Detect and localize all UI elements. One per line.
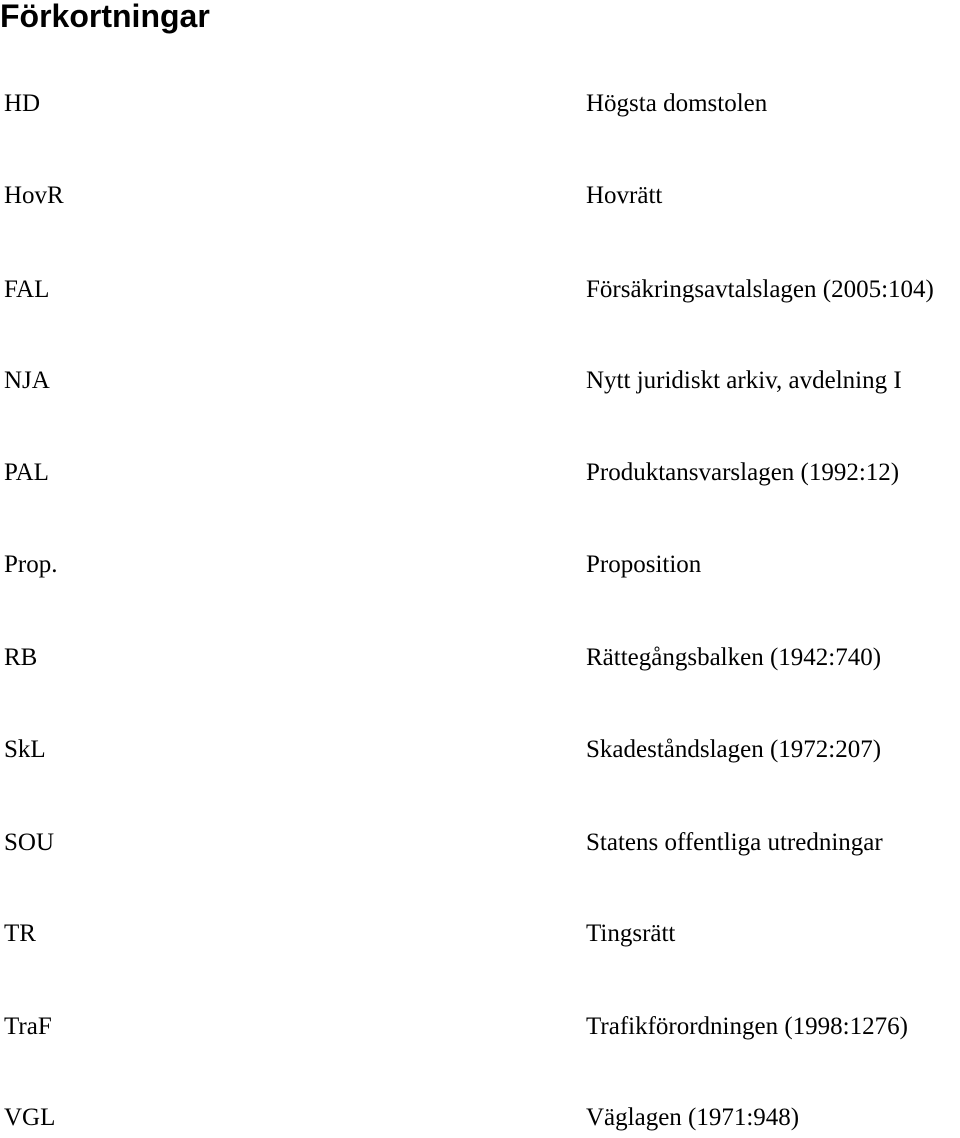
abbreviation-meaning: Produktansvarslagen (1992:12) [586, 459, 900, 486]
abbreviation-term: Prop. [4, 551, 58, 578]
abbreviation-term: SkL [4, 736, 46, 763]
abbreviation-meaning: Skadeståndslagen (1972:207) [586, 736, 882, 763]
abbreviation-term: PAL [4, 459, 49, 486]
abbreviation-row [0, 176, 960, 216]
abbreviation-row [0, 453, 960, 493]
abbreviation-meaning: Försäkringsavtalslagen (2005:104) [586, 276, 934, 303]
abbreviation-row [0, 638, 960, 678]
abbreviation-meaning: Väglagen (1971:948) [586, 1104, 800, 1131]
abbreviation-row [0, 270, 960, 310]
abbreviation-row [0, 914, 960, 954]
abbreviation-row [0, 545, 960, 585]
abbreviation-term: NJA [4, 367, 50, 394]
abbreviation-term: TR [4, 920, 36, 947]
abbreviation-term: RB [4, 644, 38, 671]
abbreviation-meaning: Nytt juridiskt arkiv, avdelning I [586, 367, 902, 394]
abbreviation-term: VGL [4, 1104, 56, 1131]
abbreviation-row [0, 84, 960, 124]
abbreviation-meaning: Högsta domstolen [586, 90, 768, 117]
abbreviation-meaning: Hovrätt [586, 182, 663, 209]
abbreviation-term: TraF [4, 1013, 52, 1040]
abbreviation-row [0, 823, 960, 863]
abbreviation-term: HovR [4, 182, 64, 209]
abbreviation-row [0, 361, 960, 401]
abbreviation-row [0, 1007, 960, 1047]
abbreviation-term: HD [4, 90, 41, 117]
abbreviation-meaning: Tingsrätt [586, 920, 676, 947]
abbreviation-term: FAL [4, 276, 50, 303]
abbreviation-meaning: Proposition [586, 551, 702, 578]
abbreviation-row [0, 1098, 960, 1138]
abbreviation-row [0, 730, 960, 770]
abbreviation-meaning: Trafikförordningen (1998:1276) [586, 1013, 908, 1040]
abbreviation-term: SOU [4, 829, 55, 856]
abbreviation-meaning: Rättegångsbalken (1942:740) [586, 644, 882, 671]
page-title: Förkortningar [0, 0, 210, 34]
abbreviation-meaning: Statens offentliga utredningar [586, 829, 883, 856]
